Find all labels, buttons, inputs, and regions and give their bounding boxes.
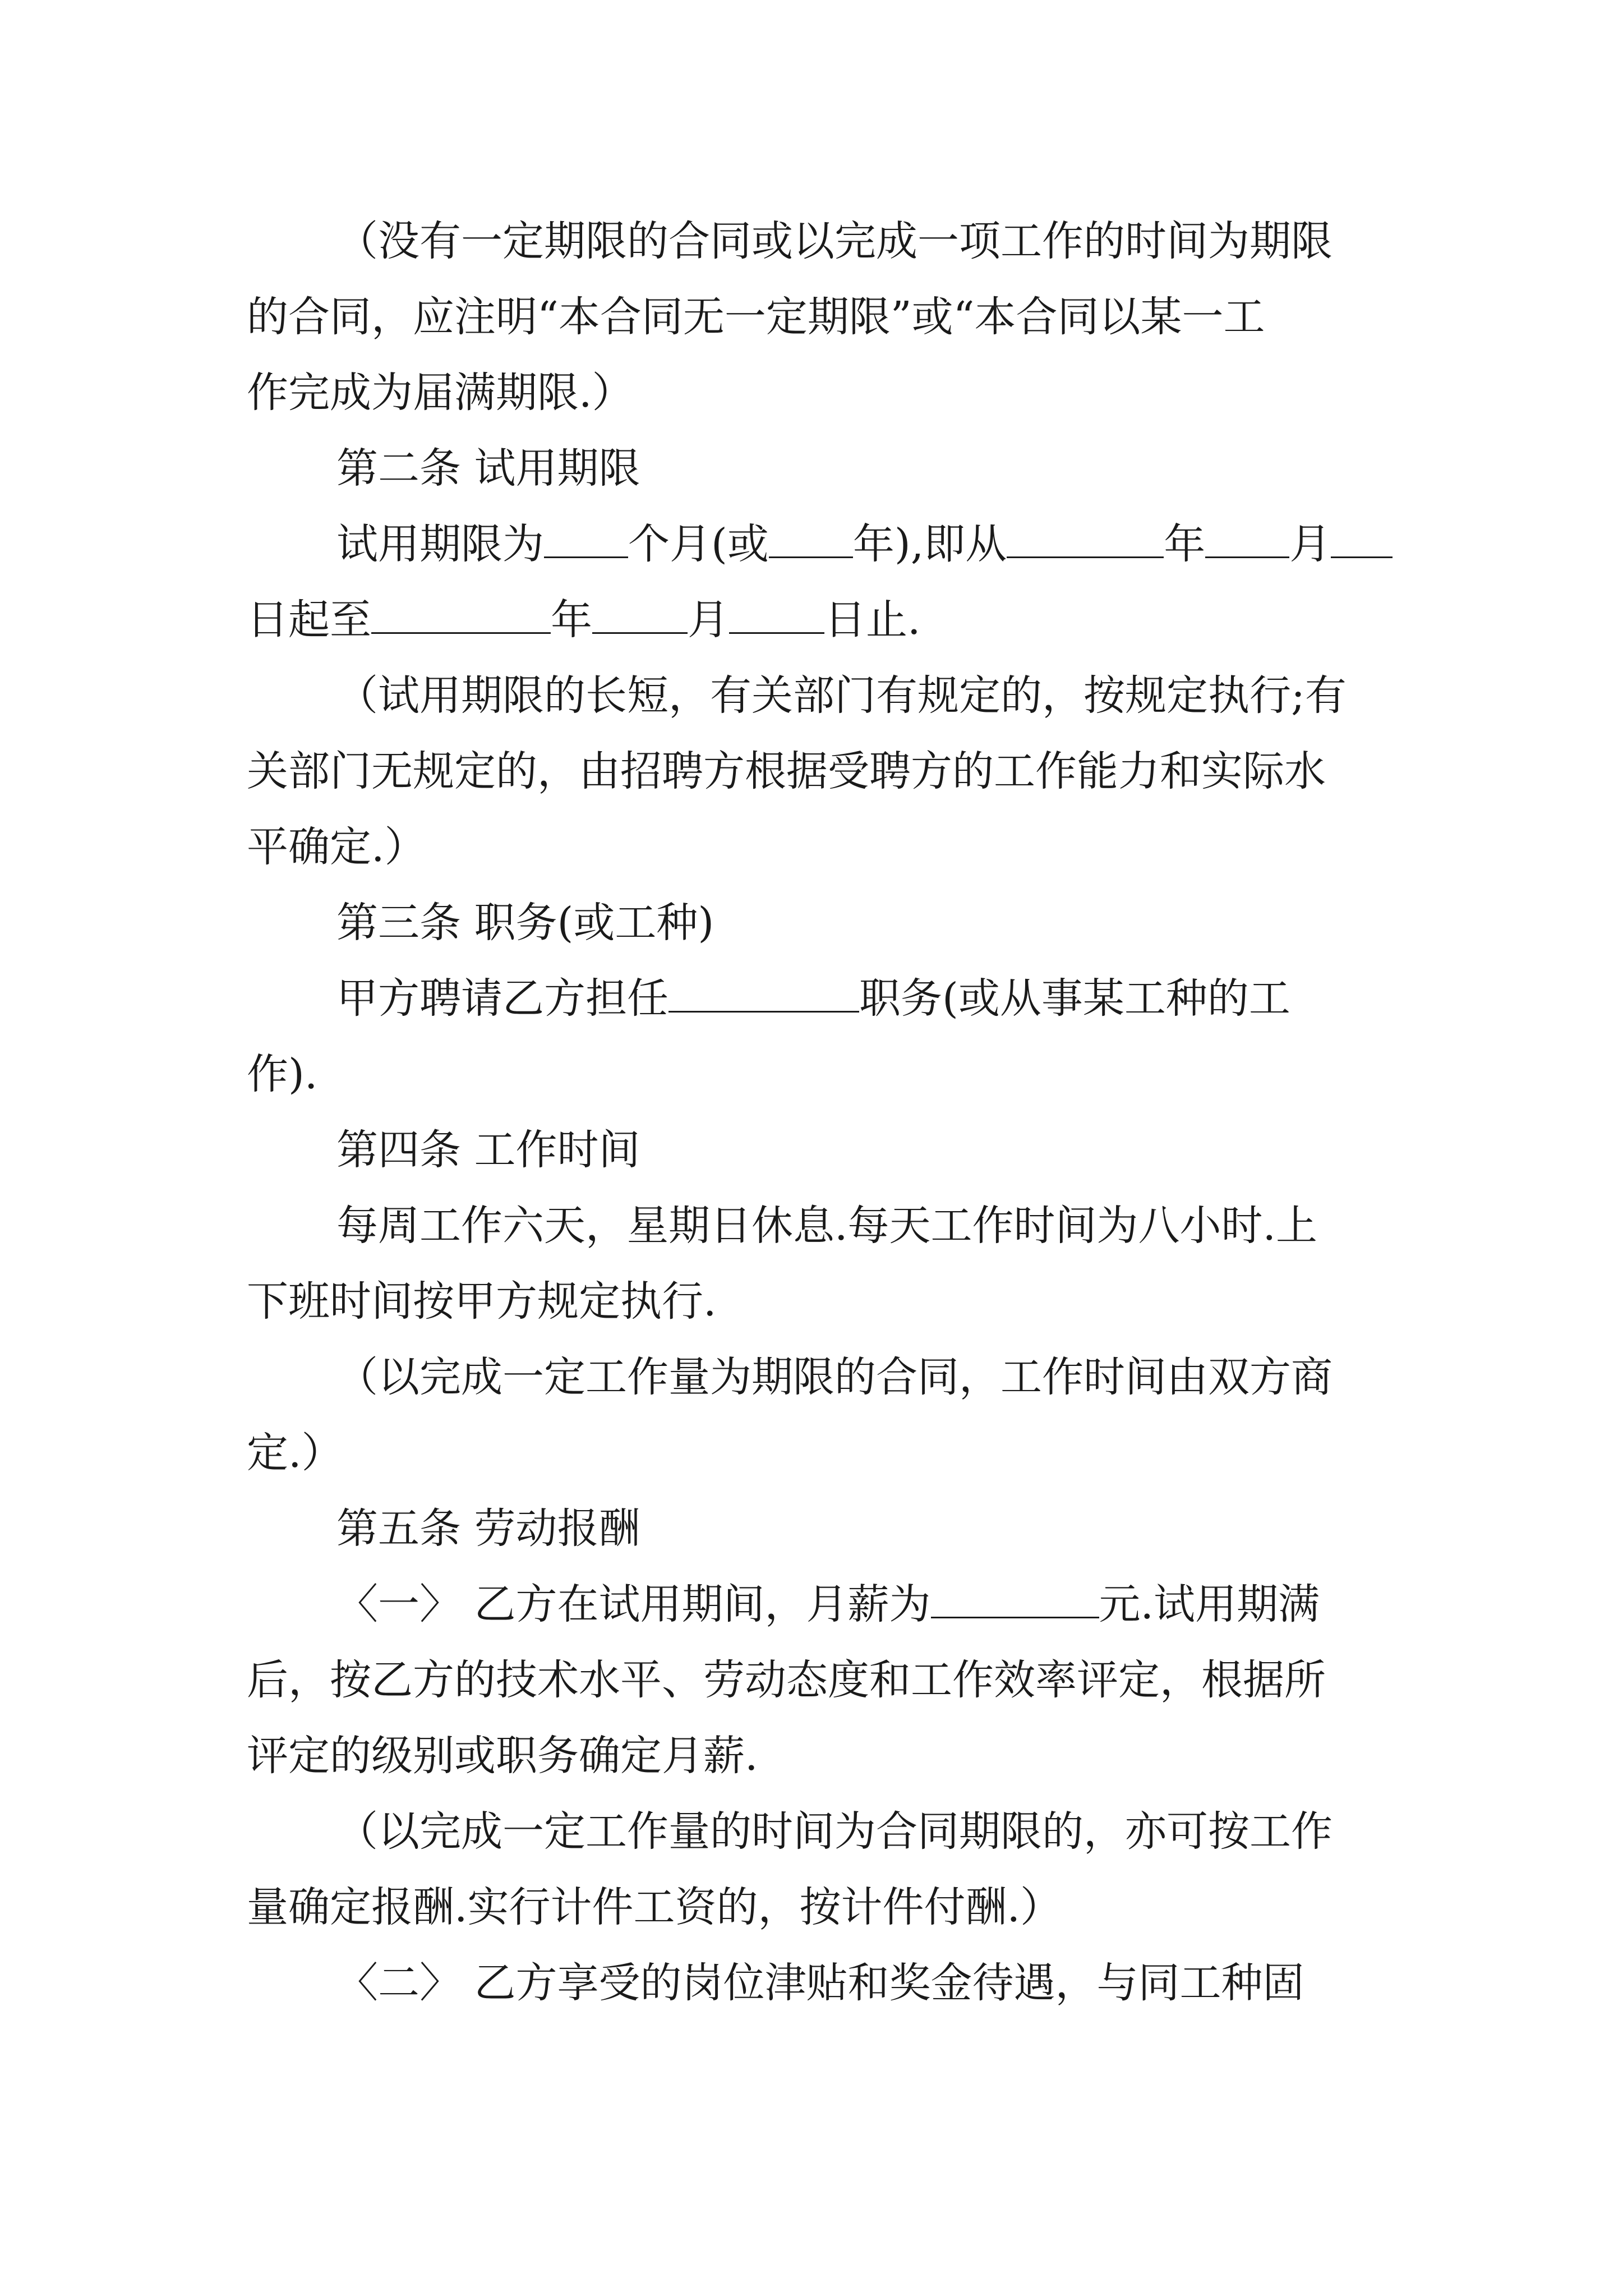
paragraph-line xyxy=(0,1573,1623,1635)
paragraph-line xyxy=(0,1271,1623,1332)
line-text: 年 xyxy=(1164,520,1206,568)
line-text: 元.试用期满 xyxy=(1099,1580,1320,1628)
paragraph-line xyxy=(0,1043,1623,1105)
article-heading xyxy=(0,438,1623,499)
paragraph-line xyxy=(0,1952,1623,2014)
article-heading xyxy=(0,892,1623,954)
paragraph-line xyxy=(0,362,1623,424)
paragraph-line xyxy=(0,210,1623,272)
line-text: 后，按乙方的技术水平、劳动态度和工作效率评定，根据所 xyxy=(247,1656,1326,1704)
fill-in-blank[interactable] xyxy=(1205,523,1289,558)
fill-in-blank[interactable] xyxy=(931,1583,1099,1618)
line-text: 年 xyxy=(551,596,592,644)
fill-in-blank[interactable] xyxy=(592,599,688,634)
line-text: 平确定.） xyxy=(247,823,426,871)
paragraph-line xyxy=(0,968,1623,1029)
line-text: 下班时间按甲方规定执行. xyxy=(247,1277,717,1326)
line-text: 定.） xyxy=(247,1429,343,1477)
line-text: （以完成一定工作量为期限的合同，工作时间由双方商 xyxy=(336,1353,1332,1401)
line-text: 试用期限为 xyxy=(336,520,544,568)
heading-text: 第四条 工作时间 xyxy=(336,1126,640,1174)
fill-in-blank[interactable] xyxy=(1331,523,1393,558)
fill-in-blank[interactable] xyxy=(1007,523,1164,558)
line-text: 〈二〉 乙方享受的岗位津贴和奖金待遇，与同工种固 xyxy=(336,1959,1304,2007)
line-text: 作). xyxy=(247,1050,318,1098)
article-heading xyxy=(0,1119,1623,1181)
line-text: 〈一〉 乙方在试用期间，月薪为 xyxy=(336,1580,931,1628)
paragraph-line xyxy=(0,1422,1623,1484)
fill-in-blank[interactable] xyxy=(544,523,628,558)
line-text: 关部门无规定的，由招聘方根据受聘方的工作能力和实际水 xyxy=(247,747,1326,795)
line-text: （以完成一定工作量的时间为合同期限的，亦可按工作 xyxy=(336,1807,1332,1856)
line-text: 量确定报酬.实行计件工资的，按计件付酬.） xyxy=(247,1883,1062,1931)
line-text: 日止. xyxy=(824,596,921,644)
line-text: 年),即从 xyxy=(852,520,1007,568)
paragraph-line xyxy=(0,740,1623,802)
line-text: 评定的级别或职务确定月薪. xyxy=(247,1732,758,1780)
fill-in-blank[interactable] xyxy=(668,977,859,1013)
line-text: 月 xyxy=(688,596,729,644)
paragraph-line xyxy=(0,1725,1623,1787)
paragraph-line xyxy=(0,1346,1623,1408)
line-text: 月 xyxy=(1289,520,1331,568)
paragraph-line xyxy=(0,1649,1623,1711)
line-text: 作完成为届满期限.） xyxy=(247,369,634,417)
paragraph-line xyxy=(0,1801,1623,1862)
paragraph-line xyxy=(0,816,1623,878)
heading-text: 第五条 劳动报酬 xyxy=(336,1504,640,1553)
line-text: 甲方聘请乙方担任 xyxy=(336,974,668,1023)
line-text: 的合同，应注明“本合同无一定期限”或“本合同以某一工 xyxy=(247,293,1265,341)
paragraph-line xyxy=(0,589,1623,651)
line-text: 日起至 xyxy=(247,596,371,644)
line-text: （试用期限的长短，有关部门有规定的，按规定执行;有 xyxy=(336,671,1347,720)
line-text: 每周工作六天，星期日休息.每天工作时间为八小时.上 xyxy=(336,1202,1318,1250)
line-text: 职务(或从事某工种的工 xyxy=(859,974,1290,1023)
fill-in-blank[interactable] xyxy=(769,523,853,558)
fill-in-blank[interactable] xyxy=(371,599,551,634)
paragraph-line xyxy=(0,513,1623,575)
line-text: （没有一定期限的合同或以完成一项工作的时间为期限 xyxy=(336,217,1332,265)
paragraph-line xyxy=(0,665,1623,726)
heading-text: 第三条 职务(或工种) xyxy=(336,899,714,947)
paragraph-line xyxy=(0,1876,1623,1938)
heading-text: 第二条 试用期限 xyxy=(336,444,640,493)
paragraph-line xyxy=(0,1195,1623,1257)
article-heading xyxy=(0,1498,1623,1559)
fill-in-blank[interactable] xyxy=(729,599,824,634)
paragraph-line xyxy=(0,286,1623,348)
line-text: 个月(或 xyxy=(628,520,769,568)
